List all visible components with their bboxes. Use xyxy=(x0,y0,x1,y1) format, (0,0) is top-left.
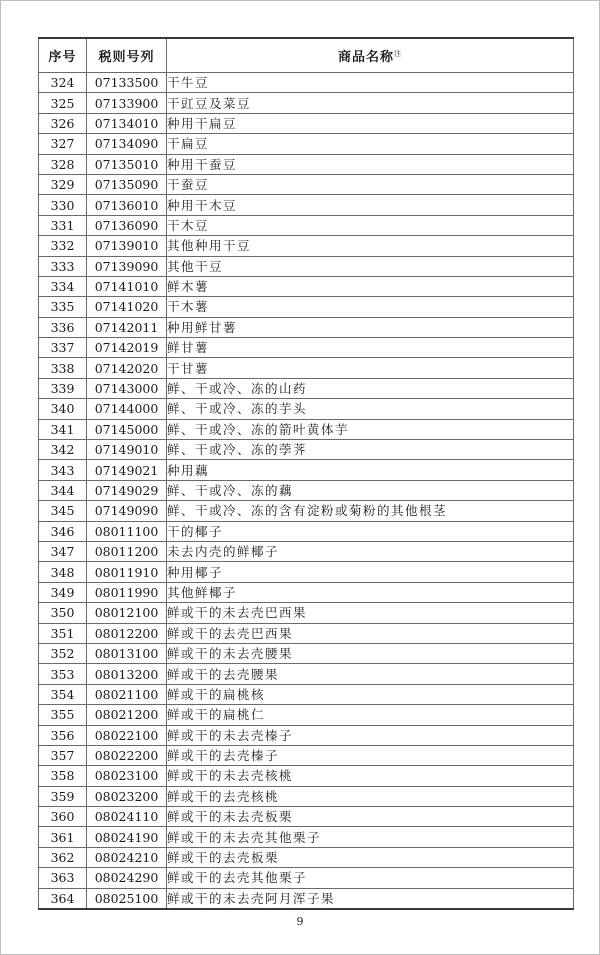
serial-number-cell: 338 xyxy=(39,358,87,378)
table-row xyxy=(39,215,574,235)
tariff-code-cell: 07149010 xyxy=(87,440,167,460)
product-name-cell: 干蚕豆 xyxy=(167,174,574,194)
table-row xyxy=(39,338,574,358)
serial-number-cell: 342 xyxy=(39,440,87,460)
tariff-code-cell: 08021200 xyxy=(87,705,167,725)
serial-number-cell: 330 xyxy=(39,195,87,215)
serial-number-cell: 351 xyxy=(39,623,87,643)
tariff-code-cell: 07133900 xyxy=(87,93,167,113)
serial-number-cell: 331 xyxy=(39,215,87,235)
table-row xyxy=(39,868,574,888)
serial-number-cell: 352 xyxy=(39,643,87,663)
product-name-cell: 干甘薯 xyxy=(167,358,574,378)
serial-number-cell: 346 xyxy=(39,521,87,541)
table-row xyxy=(39,643,574,663)
table-row xyxy=(39,358,574,378)
tariff-code-cell: 07145000 xyxy=(87,419,167,439)
serial-number-cell: 348 xyxy=(39,562,87,582)
tariff-code-cell: 07142011 xyxy=(87,317,167,337)
product-name-cell: 鲜或干的去壳板栗 xyxy=(167,847,574,867)
serial-number-cell: 364 xyxy=(39,888,87,909)
tariff-code-cell: 08012200 xyxy=(87,623,167,643)
serial-number-cell: 349 xyxy=(39,582,87,602)
serial-number-cell: 358 xyxy=(39,766,87,786)
tariff-code-cell: 08011200 xyxy=(87,541,167,561)
tariff-table xyxy=(38,37,574,910)
product-name-cell: 鲜、干或冷、冻的芋头 xyxy=(167,399,574,419)
table-row xyxy=(39,378,574,398)
serial-number-cell: 325 xyxy=(39,93,87,113)
serial-number-cell: 332 xyxy=(39,236,87,256)
serial-number-cell: 344 xyxy=(39,480,87,500)
product-name-cell: 鲜或干的扁桃仁 xyxy=(167,705,574,725)
product-name-cell: 干木薯 xyxy=(167,297,574,317)
product-name-cell: 鲜或干的扁桃核 xyxy=(167,684,574,704)
product-name-cell: 种用干木豆 xyxy=(167,195,574,215)
product-name-cell: 鲜或干的去壳腰果 xyxy=(167,664,574,684)
product-name-cell: 鲜、干或冷、冻的荸荠 xyxy=(167,440,574,460)
serial-number-cell: 356 xyxy=(39,725,87,745)
table-row xyxy=(39,256,574,276)
tariff-code-cell: 07149090 xyxy=(87,501,167,521)
tariff-code-cell: 07142019 xyxy=(87,338,167,358)
product-name-cell: 鲜或干的去壳其他栗子 xyxy=(167,868,574,888)
serial-number-cell: 340 xyxy=(39,399,87,419)
tariff-code-cell: 08021100 xyxy=(87,684,167,704)
table-row xyxy=(39,725,574,745)
product-name-cell: 干扁豆 xyxy=(167,134,574,154)
table-row xyxy=(39,623,574,643)
table-row xyxy=(39,745,574,765)
table-header-row xyxy=(39,38,574,73)
table-row xyxy=(39,134,574,154)
table-row xyxy=(39,317,574,337)
tariff-code-cell: 07149021 xyxy=(87,460,167,480)
tariff-code-cell: 08025100 xyxy=(87,888,167,909)
tariff-code-cell: 08023200 xyxy=(87,786,167,806)
serial-number-cell: 343 xyxy=(39,460,87,480)
product-name-cell: 鲜或干的未去壳其他栗子 xyxy=(167,827,574,847)
serial-number-cell: 359 xyxy=(39,786,87,806)
product-name-cell: 其他种用干豆 xyxy=(167,236,574,256)
table-row xyxy=(39,460,574,480)
table-row xyxy=(39,195,574,215)
product-name-cell: 鲜或干的未去壳腰果 xyxy=(167,643,574,663)
tariff-code-cell: 07134090 xyxy=(87,134,167,154)
table-row xyxy=(39,419,574,439)
header-product-name-label: 商品名称 xyxy=(337,50,394,65)
product-name-cell: 鲜或干的去壳巴西果 xyxy=(167,623,574,643)
serial-number-cell: 347 xyxy=(39,541,87,561)
tariff-code-cell: 08011910 xyxy=(87,562,167,582)
tariff-code-cell: 07139090 xyxy=(87,256,167,276)
tariff-code-cell: 08013100 xyxy=(87,643,167,663)
table-row xyxy=(39,603,574,623)
table-body xyxy=(39,73,574,910)
product-name-cell: 种用藕 xyxy=(167,460,574,480)
table-row xyxy=(39,276,574,296)
table-row xyxy=(39,236,574,256)
tariff-code-cell: 08022100 xyxy=(87,725,167,745)
table-row xyxy=(39,521,574,541)
tariff-code-cell: 08011990 xyxy=(87,582,167,602)
serial-number-cell: 361 xyxy=(39,827,87,847)
tariff-code-cell: 07135090 xyxy=(87,174,167,194)
table-row xyxy=(39,664,574,684)
table-row xyxy=(39,501,574,521)
serial-number-cell: 336 xyxy=(39,317,87,337)
product-name-cell: 干牛豆 xyxy=(167,73,574,93)
tariff-code-cell: 08013200 xyxy=(87,664,167,684)
serial-number-cell: 362 xyxy=(39,847,87,867)
product-name-cell: 鲜、干或冷、冻的山药 xyxy=(167,378,574,398)
serial-number-cell: 350 xyxy=(39,603,87,623)
tariff-code-cell: 07135010 xyxy=(87,154,167,174)
table-row xyxy=(39,847,574,867)
tariff-code-cell: 08011100 xyxy=(87,521,167,541)
serial-number-cell: 328 xyxy=(39,154,87,174)
serial-number-cell: 341 xyxy=(39,419,87,439)
table-row xyxy=(39,113,574,133)
tariff-code-cell: 07142020 xyxy=(87,358,167,378)
serial-number-cell: 345 xyxy=(39,501,87,521)
tariff-code-cell: 07139010 xyxy=(87,236,167,256)
product-name-cell: 鲜、干或冷、冻的箭叶黄体芋 xyxy=(167,419,574,439)
table-row xyxy=(39,480,574,500)
product-name-cell: 未去内壳的鲜椰子 xyxy=(167,541,574,561)
product-name-cell: 鲜或干的未去壳榛子 xyxy=(167,725,574,745)
tariff-code-cell: 07141010 xyxy=(87,276,167,296)
tariff-code-cell: 07149029 xyxy=(87,480,167,500)
product-name-cell: 鲜或干的去壳榛子 xyxy=(167,745,574,765)
tariff-code-cell: 07141020 xyxy=(87,297,167,317)
serial-number-cell: 326 xyxy=(39,113,87,133)
tariff-code-cell: 08024210 xyxy=(87,847,167,867)
tariff-code-cell: 08023100 xyxy=(87,766,167,786)
product-name-cell: 鲜木薯 xyxy=(167,276,574,296)
serial-number-cell: 324 xyxy=(39,73,87,93)
table-row xyxy=(39,399,574,419)
product-name-cell: 鲜或干的未去壳板栗 xyxy=(167,807,574,827)
tariff-code-cell: 08024110 xyxy=(87,807,167,827)
product-name-cell: 其他干豆 xyxy=(167,256,574,276)
product-name-cell: 其他鲜椰子 xyxy=(167,582,574,602)
table-row xyxy=(39,705,574,725)
tariff-code-cell: 07134010 xyxy=(87,113,167,133)
tariff-code-cell: 07143000 xyxy=(87,378,167,398)
table-row xyxy=(39,684,574,704)
tariff-code-cell: 08012100 xyxy=(87,603,167,623)
product-name-cell: 种用鲜甘薯 xyxy=(167,317,574,337)
product-name-cell: 种用干扁豆 xyxy=(167,113,574,133)
table-row xyxy=(39,888,574,909)
serial-number-cell: 354 xyxy=(39,684,87,704)
table-row xyxy=(39,174,574,194)
product-name-cell: 种用椰子 xyxy=(167,562,574,582)
product-name-cell: 鲜或干的未去壳核桃 xyxy=(167,766,574,786)
tariff-code-cell: 08024190 xyxy=(87,827,167,847)
header-serial-number: 序号 xyxy=(39,38,87,73)
table-row xyxy=(39,562,574,582)
serial-number-cell: 335 xyxy=(39,297,87,317)
product-name-cell: 干的椰子 xyxy=(167,521,574,541)
serial-number-cell: 337 xyxy=(39,338,87,358)
tariff-code-cell: 08022200 xyxy=(87,745,167,765)
serial-number-cell: 355 xyxy=(39,705,87,725)
table-row xyxy=(39,807,574,827)
page-number: 9 xyxy=(296,915,304,928)
product-name-cell: 鲜或干的未去壳巴西果 xyxy=(167,603,574,623)
tariff-code-cell: 07144000 xyxy=(87,399,167,419)
header-product-name xyxy=(167,38,574,73)
product-name-cell: 鲜、干或冷、冻的藕 xyxy=(167,480,574,500)
serial-number-cell: 363 xyxy=(39,868,87,888)
serial-number-cell: 357 xyxy=(39,745,87,765)
table-row xyxy=(39,582,574,602)
tariff-code-cell: 07133500 xyxy=(87,73,167,93)
tariff-code-cell: 07136090 xyxy=(87,215,167,235)
serial-number-cell: 360 xyxy=(39,807,87,827)
product-name-cell: 种用干蚕豆 xyxy=(167,154,574,174)
serial-number-cell: 333 xyxy=(39,256,87,276)
table-row xyxy=(39,440,574,460)
product-name-cell: 鲜或干的未去壳阿月浑子果 xyxy=(167,888,574,909)
tariff-code-cell: 07136010 xyxy=(87,195,167,215)
header-tariff-code: 税则号列 xyxy=(87,38,167,73)
serial-number-cell: 327 xyxy=(39,134,87,154)
header-note-mark: 注 xyxy=(394,49,402,58)
table-row xyxy=(39,541,574,561)
product-name-cell: 鲜甘薯 xyxy=(167,338,574,358)
serial-number-cell: 334 xyxy=(39,276,87,296)
table-row xyxy=(39,73,574,93)
product-name-cell: 鲜或干的去壳核桃 xyxy=(167,786,574,806)
serial-number-cell: 329 xyxy=(39,174,87,194)
product-name-cell: 干木豆 xyxy=(167,215,574,235)
product-name-cell: 鲜、干或冷、冻的含有淀粉或菊粉的其他根茎 xyxy=(167,501,574,521)
table-row xyxy=(39,786,574,806)
tariff-code-cell: 08024290 xyxy=(87,868,167,888)
product-name-cell: 干豇豆及菜豆 xyxy=(167,93,574,113)
table-row xyxy=(39,827,574,847)
serial-number-cell: 353 xyxy=(39,664,87,684)
serial-number-cell: 339 xyxy=(39,378,87,398)
table-row xyxy=(39,766,574,786)
table-row xyxy=(39,297,574,317)
table-row xyxy=(39,154,574,174)
table-row xyxy=(39,93,574,113)
